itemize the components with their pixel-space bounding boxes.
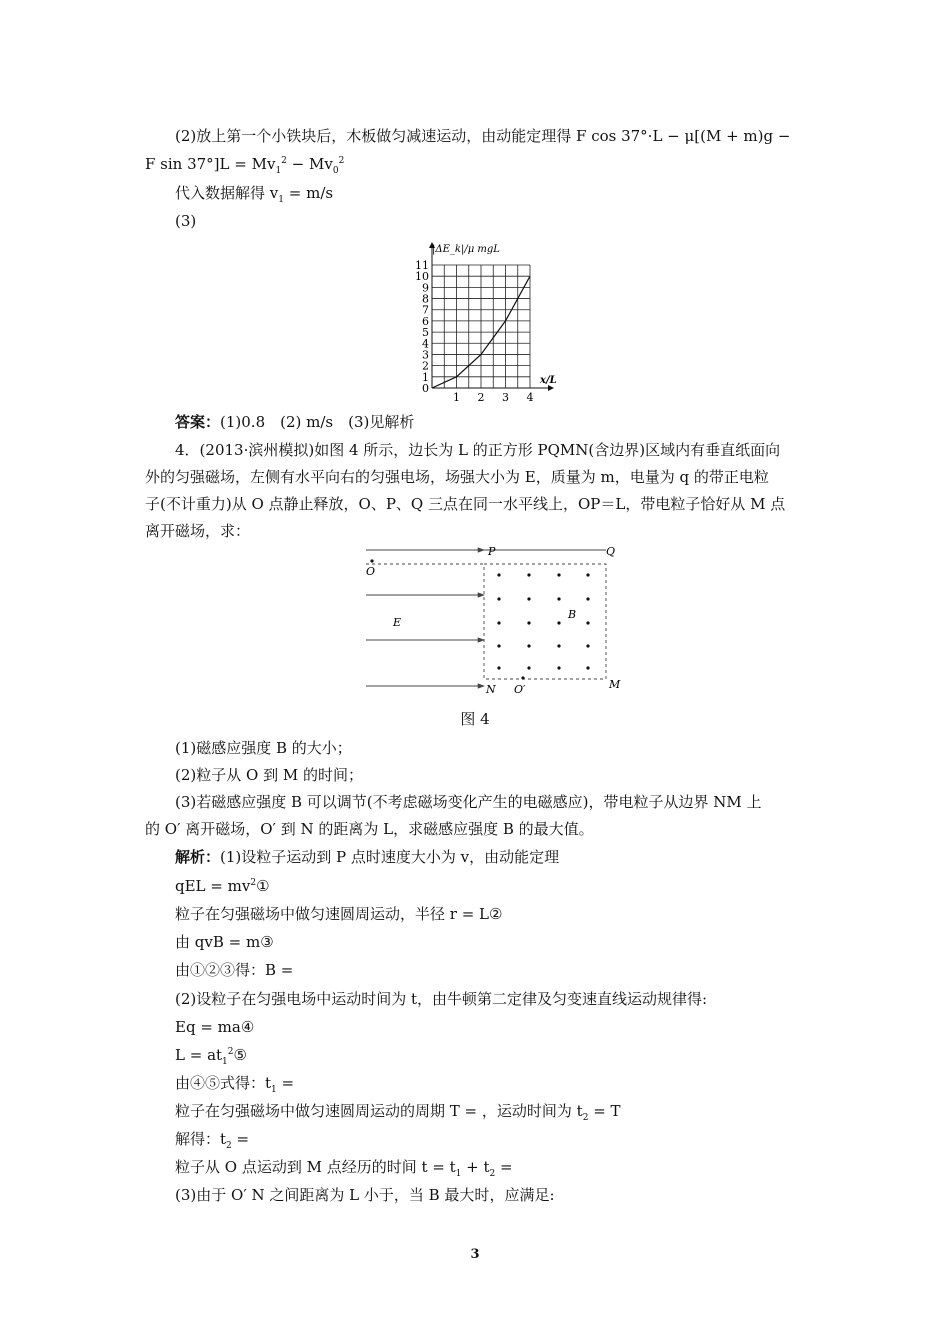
label-b: B <box>568 608 577 621</box>
y-tick-label: 9 <box>422 281 429 295</box>
solution-line8 <box>175 1045 840 1065</box>
b-field-dot <box>527 573 530 576</box>
chart-grid <box>432 265 530 388</box>
solution-line5: 由①②③得：B = <box>175 961 294 979</box>
b-field-dot <box>527 621 530 624</box>
q4-line1: 4．(2013·滨州模拟)如图 4 所示，边长为 L 的正方形 PQMN(含边界)区域内有垂直纸面向 <box>175 441 781 459</box>
solution-text: 粒子从 O 点运动到 M 点经历的时间 t = t <box>175 1158 456 1176</box>
part2-text: − Mv <box>286 155 333 173</box>
y-tick-label: 5 <box>422 326 429 340</box>
q4-sub2: (2)粒子从 O 到 M 的时间； <box>175 766 363 784</box>
q4-line2: 外的匀强磁场，左侧有水平向右的匀强电场，场强大小为 E，质量为 m，电量为 q 的带正电粒 <box>145 468 769 486</box>
field-diagram <box>360 542 630 702</box>
solution-text: 由④⑤式得：t <box>175 1074 272 1092</box>
solution-text: = T <box>588 1102 621 1120</box>
subscript: 1 <box>222 1057 228 1067</box>
y-tick-label: 6 <box>422 314 429 328</box>
y-tick-label: 8 <box>422 292 429 306</box>
b-field-dot <box>527 644 530 647</box>
subscript: 0 <box>332 166 339 176</box>
b-field-dot <box>586 666 589 669</box>
solution-line13: (3)由于 O′ N 之间距离为 L 小于，当 B 最大时，应满足: <box>175 1186 555 1204</box>
b-field-dot <box>557 621 560 624</box>
subscript: 1 <box>278 195 284 205</box>
b-field-dot <box>586 597 589 600</box>
page-number: 3 <box>470 1247 480 1262</box>
solution-text: = <box>276 1074 295 1092</box>
q4-sub3-line2: 的 O′ 离开磁场，O′ 到 N 的距离为 L，求磁感应强度 B 的最大值。 <box>145 820 594 838</box>
label-p: P <box>488 545 496 558</box>
solution-text: = <box>495 1158 513 1176</box>
y-tick-label: 2 <box>422 359 429 373</box>
label-o: O <box>366 565 376 578</box>
point-o <box>370 559 373 562</box>
b-field-dot <box>586 644 589 647</box>
solution-text: L = at <box>175 1046 223 1064</box>
solution-line7: Eq = ma④ <box>175 1018 255 1036</box>
figure-caption: 图 4 <box>460 710 490 728</box>
solution-line9 <box>175 1073 840 1093</box>
solution-line6: (2)设粒子在匀强电场中运动时间为 t，由牛顿第二定律及匀变速直线运动规律得: <box>175 990 708 1008</box>
solution-text: 解得：t <box>175 1130 227 1148</box>
point-o-prime <box>521 676 524 679</box>
b-field-dot <box>557 666 560 669</box>
solution-line12 <box>175 1157 840 1177</box>
chart-y-label: |ΔE_k|/μ mgL <box>432 244 500 255</box>
part2-text: F sin 37°]L = Mv <box>145 155 276 173</box>
b-field-dot <box>497 597 500 600</box>
solution-line10 <box>175 1101 840 1121</box>
energy-chart <box>408 238 568 408</box>
x-tick-label: 1 <box>453 391 460 404</box>
subscript: 1 <box>275 166 282 176</box>
solution-text: 粒子在匀强磁场中做匀速圆周运动的周期 T = ，运动时间为 t <box>175 1102 583 1120</box>
solution-text: (1)设粒子运动到 P 点时速度大小为 v，由动能定理 <box>220 848 560 866</box>
part3-label: (3) <box>175 212 197 230</box>
superscript: 2 <box>338 156 345 166</box>
b-field-dot <box>557 597 560 600</box>
superscript: 2 <box>227 1047 234 1057</box>
label-o-prime: O′ <box>514 683 526 696</box>
solution-text: = <box>231 1130 250 1148</box>
b-field-dot <box>497 666 500 669</box>
y-tick-label: 3 <box>422 348 429 362</box>
solution-label: 解析： <box>175 848 221 866</box>
y-tick-label: 7 <box>422 303 429 317</box>
solution-text: ① <box>256 877 270 895</box>
x-tick-label: 2 <box>477 391 485 404</box>
q4-line3: 子(不计重力)从 O 点静止释放，O、P、Q 三点在同一水平线上，OP＝L，带电粒子恰好从 M 点 <box>145 495 786 513</box>
superscript: 2 <box>281 156 287 166</box>
subscript: 2 <box>226 1141 232 1151</box>
b-field-dot <box>527 666 530 669</box>
answer-label: 答案： <box>175 413 221 431</box>
label-e: E <box>393 616 402 629</box>
y-tick-label: 4 <box>422 337 429 351</box>
b-field-dot <box>497 644 500 647</box>
b-field-dot <box>557 644 560 647</box>
solution-line4: 由 qvB = m③ <box>175 933 274 951</box>
solution-text: + t <box>461 1158 490 1176</box>
subscript: 1 <box>455 1169 462 1179</box>
chart-axes <box>429 242 554 391</box>
chart-x-ticks <box>453 391 534 404</box>
b-field-dot <box>497 621 500 624</box>
x-tick-label: 3 <box>502 391 509 404</box>
subscript: 2 <box>489 1169 496 1179</box>
q4-sub1: (1)磁感应强度 B 的大小； <box>175 739 352 757</box>
x-tick-label: 4 <box>526 391 534 404</box>
b-field-dots <box>497 573 589 669</box>
subscript: 1 <box>271 1085 277 1095</box>
answer-line <box>175 412 840 432</box>
solution-line2 <box>175 876 840 896</box>
y-tick-label: 11 <box>415 259 429 272</box>
label-m: M <box>609 678 621 691</box>
answer-text: (1)0.8 (2) m/s (3)见解析 <box>220 413 415 431</box>
b-field-dot <box>527 597 530 600</box>
part2-text: = m/s <box>283 184 334 202</box>
b-field-dot <box>586 573 589 576</box>
solution-line1 <box>175 847 840 867</box>
y-tick-label: 10 <box>415 270 429 284</box>
y-tick-label: 1 <box>422 370 429 384</box>
q4-line4: 离开磁场，求： <box>145 522 251 540</box>
solution-line11 <box>175 1129 840 1149</box>
part2-line3 <box>175 183 840 203</box>
b-field-dot <box>557 573 560 576</box>
label-n: N <box>486 683 496 696</box>
chart-y-ticks <box>415 259 429 395</box>
part2-text: 代入数据解得 v <box>175 184 279 202</box>
solution-text: ⑤ <box>233 1046 247 1064</box>
solution-line3: 粒子在匀强磁场中做匀速圆周运动，半径 r = L② <box>175 905 503 923</box>
part2-line1: (2)放上第一个小铁块后，木板做匀减速运动，由动能定理得 F cos 37°·L − μ[(M + m)g − <box>175 127 791 145</box>
b-field-dot <box>497 573 500 576</box>
b-field-dot <box>586 621 589 624</box>
q4-sub3-line1: (3)若磁感应强度 B 可以调节(不考虑磁场变化产生的电磁感应)，带电粒子从边界 NM 上 <box>175 793 762 811</box>
y-tick-label: 0 <box>422 382 429 395</box>
label-q: Q <box>606 545 616 558</box>
solution-text: qEL = mv <box>175 877 251 895</box>
subscript: 2 <box>582 1113 589 1123</box>
superscript: 2 <box>250 878 257 888</box>
chart-x-label: x/L <box>540 375 557 386</box>
part2-line2 <box>145 154 810 174</box>
